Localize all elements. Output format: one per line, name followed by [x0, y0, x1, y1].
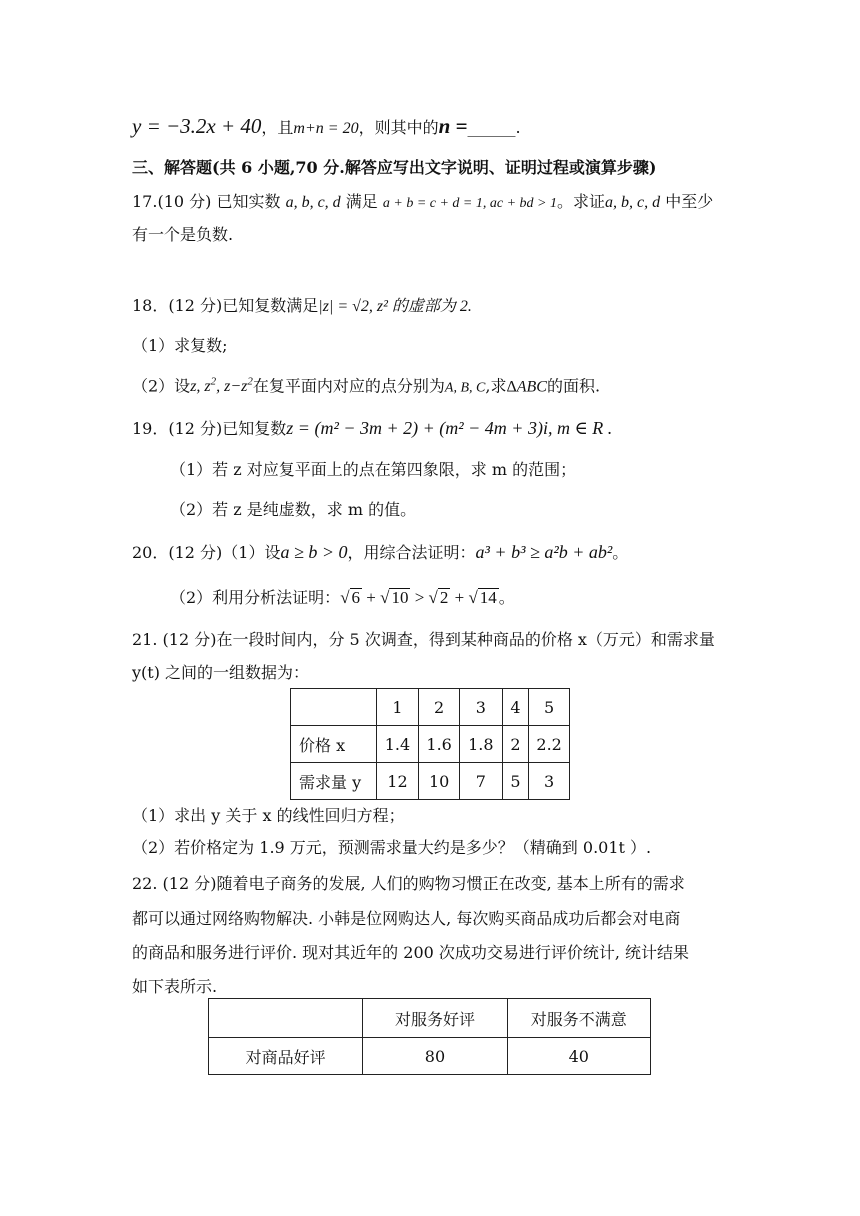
q18-line1: 18．(12 分)已知复数满足|z| = √2, z² 的虚部为 2.: [132, 296, 472, 315]
q22-data-table: [208, 998, 651, 1075]
table-row: 需求量 y 12 10 7 5 3: [291, 763, 570, 800]
q22-line4: 如下表所示.: [132, 977, 218, 996]
q21-line2: y(t) 之间的一组数据为：: [132, 663, 310, 682]
carry-line: y = −3.2x + 40，且m+n = 20，则其中的n =______.: [132, 114, 521, 138]
q21-part2: （2）若价格定为 1.9 万元，预测需求量大约是多少？（精确到 0.01t ）.: [132, 838, 652, 857]
table-row: 价格 x 1.4 1.6 1.8 2 2.2: [291, 726, 570, 763]
q17-line2: 有一个是负数.: [132, 225, 234, 244]
q22-line1: 22. (12 分)随着电子商务的发展, 人们的购物习惯正在改变, 基本上所有的需求: [132, 874, 685, 893]
regression-equation: y = −3.2x + 40: [132, 114, 262, 138]
q19-line1: 19．(12 分)已知复数z = (m² − 3m + 2) + (m² − 4m + 3)i, m ∈ R .: [132, 418, 613, 438]
q22-line3: 的商品和服务进行评价. 现对其近年的 200 次成功交易进行评价统计, 统计结果: [132, 943, 690, 962]
answer-blank: ______.: [467, 118, 521, 137]
q20-line1: 20．(12 分)（1）设a ≥ b > 0，用综合法证明：a³ + b³ ≥ a²b + ab²。: [132, 542, 629, 562]
q19-part2: （2）若 z 是纯虚数，求 m 的值。: [170, 500, 417, 519]
table-header-row: 对服务好评 对服务不满意: [209, 999, 651, 1038]
q19-part1: （1）若 z 对应复平面上的点在第四象限，求 m 的范围；: [170, 460, 577, 479]
q18-part2: （2）设z, $z^2$, $z-z^2$在复平面内对应的点分别为A, B, C,求ΔABC的面积.: [132, 376, 601, 396]
table-row: 对商品好评 80 40: [209, 1038, 651, 1075]
q21-data-table: [290, 688, 570, 800]
q22-line2: 都可以通过网络购物解决. 小韩是位网购达人, 每次购买商品成功后都会对电商: [132, 909, 681, 928]
q21-part1: （1）求出 y 关于 x 的线性回归方程；: [132, 806, 405, 825]
table-header-row: 1 2 3 4 5: [291, 689, 570, 726]
q21-line1: 21. (12 分)在一段时间内，分 5 次调查，得到某种商品的价格 x（万元）和需求量: [132, 630, 715, 649]
section-heading: 三、解答题(共 6 小题,70 分.解答应写出文字说明、证明过程或演算步骤): [132, 158, 657, 177]
q18-part1: （1）求复数;: [132, 336, 228, 355]
q17-line1: 17.(10 分) 已知实数 a, b, c, d 满足 a + b = c + d = 1, ac + bd > 1。求证a, b, c, d 中至少: [132, 192, 714, 211]
q20-part2: （2）利用分析法证明：√ 6 + √ 10 > √ 2 + √ 14 。: [170, 588, 515, 607]
